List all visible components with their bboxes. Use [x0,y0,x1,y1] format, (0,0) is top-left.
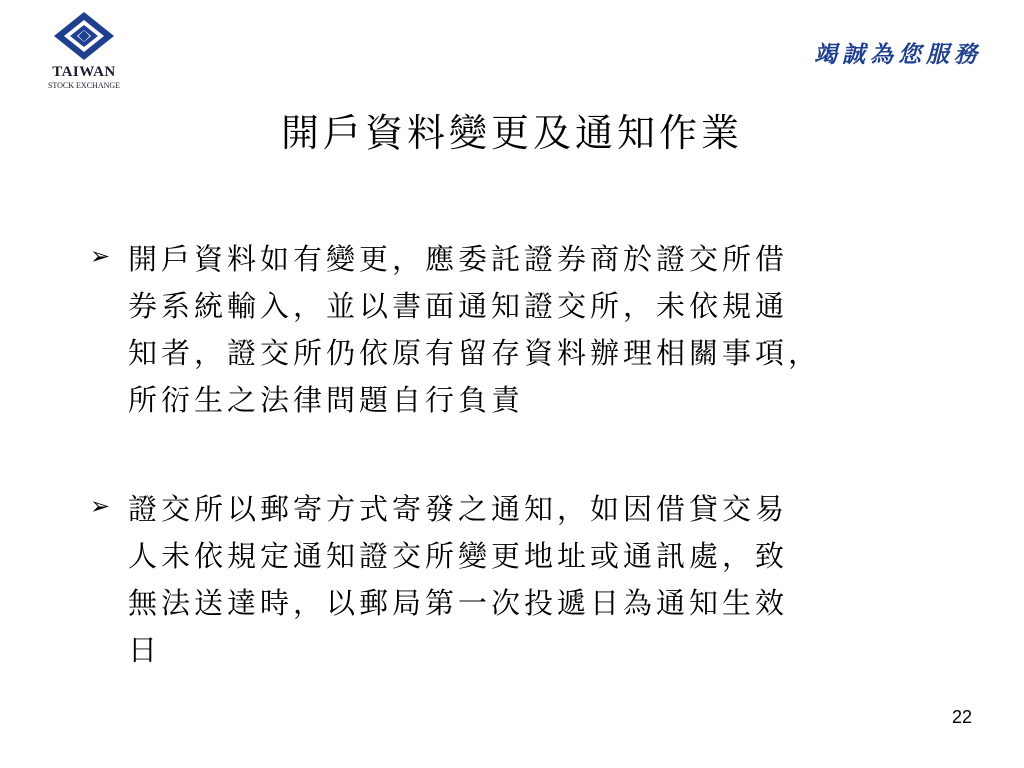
logo-name: TAIWAN [52,64,116,80]
twse-logo [38,10,130,92]
bullet-line: 日 [128,633,162,667]
bullet-line: 開戶資料如有變更，應委託證券商於證交所借 [128,242,789,276]
arrow-bullet-icon: ➢ [90,242,111,270]
slogan: 竭誠為您服務 [814,41,982,68]
bullet-line: 所衍生之法律問題自行負責 [128,383,525,417]
bullet-line: 知者，證交所仍依原有留存資料辦理相關事項， [128,336,822,370]
bullet-line: 無法送達時，以郵局第一次投遞日為通知生效 [128,586,789,620]
logo-subtitle: STOCK EXCHANGE [47,81,121,90]
bullet-line: 證交所以郵寄方式寄發之通知，如因借貸交易 [128,492,789,526]
bullet-line: 券系統輸入，並以書面通知證交所，未依規通 [128,289,789,323]
bullet-line: 人未依規定通知證交所變更地址或通訊處，致 [128,539,789,573]
bullet-text [128,486,948,674]
arrow-bullet-icon: ➢ [90,492,111,520]
twse-diamond-logo-icon [52,10,116,62]
bullet-text [128,236,948,424]
slide-title: 開戶資料變更及通知作業 [280,111,743,155]
page-number: 22 [951,707,972,727]
